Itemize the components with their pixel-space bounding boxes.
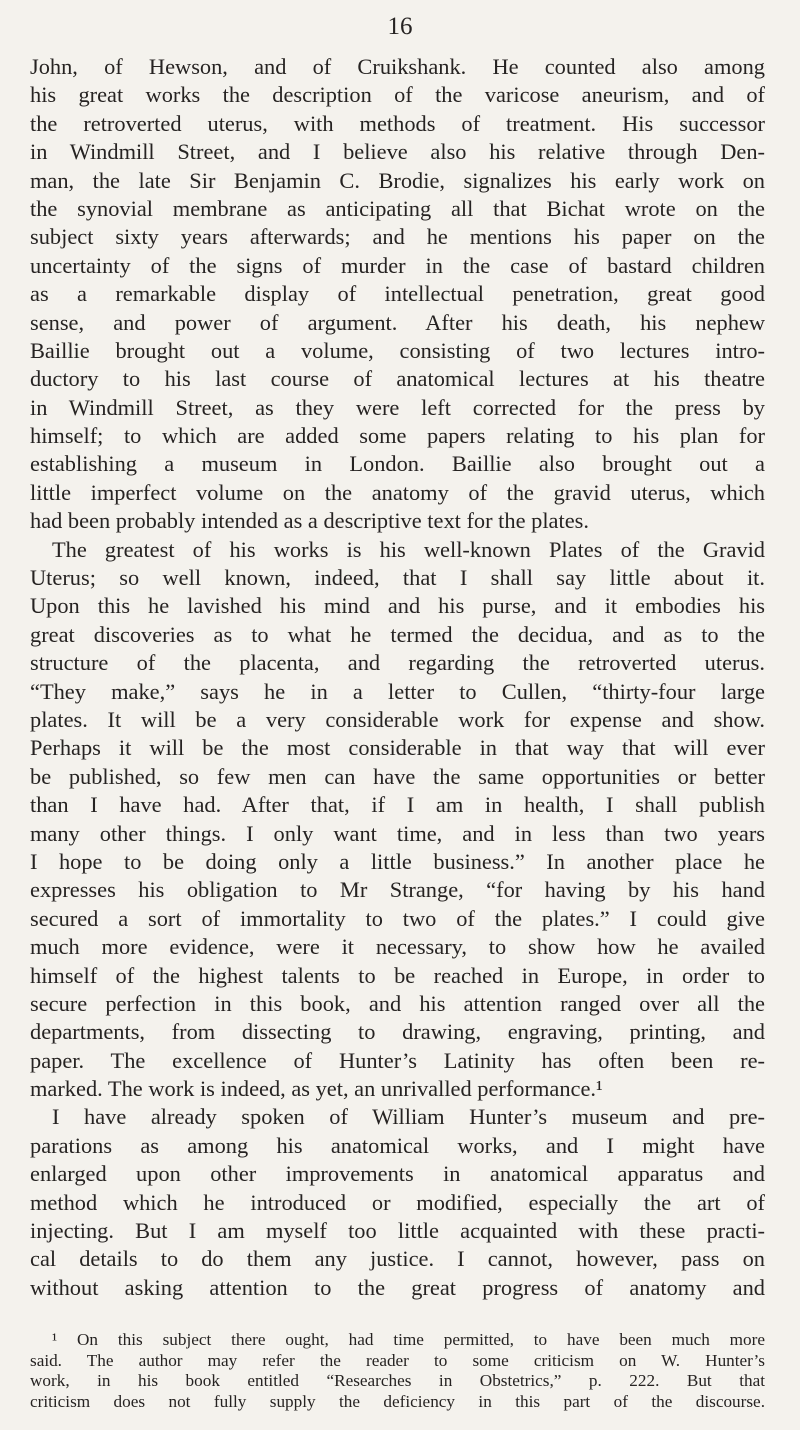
text-line: I have already spoken of William Hunter’s museum and pre- — [52, 1104, 765, 1130]
text-line: little imperfect volume on the anatomy of the gravid uterus, which — [30, 479, 765, 505]
text-line: much more evidence, were it necessary, to show how he availed — [30, 934, 765, 960]
text-line: secure perfection in this book, and his attention ranged over all the — [30, 990, 765, 1016]
text-line: the retroverted uterus, with methods of treatment. His successor — [30, 110, 765, 136]
text-line: enlarged upon other improvements in anatomical apparatus and — [30, 1161, 765, 1187]
text-line: uncertainty of the signs of murder in the case of bastard children — [30, 252, 765, 278]
footnote-line: said. The author may refer the reader to some criticism on W. Hunter’s — [30, 1350, 765, 1370]
text-line: Perhaps it will be the most considerable in that way that will ever — [30, 735, 765, 761]
text-line: be published, so few men can have the same opportunities or better — [30, 763, 765, 789]
text-line: expresses his obligation to Mr Strange, “for having by his hand — [30, 877, 765, 903]
footnote — [30, 1330, 765, 1412]
text-line: many other things. I only want time, and in less than two years — [30, 820, 765, 846]
text-line: his great works the description of the varicose aneurism, and of — [30, 82, 765, 108]
page-number: 16 — [387, 13, 413, 40]
text-line: himself; to which are added some papers relating to his plan for — [30, 423, 765, 449]
text-line: Upon this he lavished his mind and his purse, and it embodies his — [30, 593, 765, 619]
footnote-line: criticism does not fully supply the deficiency in this part of the discourse. — [30, 1391, 765, 1411]
text-line: man, the late Sir Benjamin C. Brodie, signalizes his early work on — [30, 167, 765, 193]
text-line: injecting. But I am myself too little acquainted with these practi- — [30, 1218, 765, 1244]
text-line: cal details to do them any justice. I cannot, however, pass on — [30, 1246, 765, 1272]
text-line: paper. The excellence of Hunter’s Latinity has often been re- — [30, 1047, 765, 1073]
text-line: than I have had. After that, if I am in health, I shall publish — [30, 792, 765, 818]
text-line: as a remarkable display of intellectual penetration, great good — [30, 281, 765, 307]
text-line: secured a sort of immortality to two of the plates.” I could give — [30, 905, 765, 931]
text-line: method which he introduced or modified, especially the art of — [30, 1189, 765, 1215]
text-line: without asking attention to the great progress of anatomy and — [30, 1274, 765, 1300]
text-line: in Windmill Street, as they were left corrected for the press by — [30, 394, 765, 420]
text-line: I hope to be doing only a little business.” In another place he — [30, 848, 765, 874]
text-line: had been probably intended as a descriptive text for the plates. — [30, 508, 589, 534]
footnote-line: ¹ On this subject there ought, had time permitted, to have been much more — [52, 1330, 765, 1349]
text-line: establishing a museum in London. Baillie also brought out a — [30, 451, 765, 477]
text-line: plates. It will be a very considerable work for expense and show. — [30, 706, 765, 732]
text-line: “They make,” says he in a letter to Cullen, “thirty-four large — [30, 678, 765, 704]
text-line: subject sixty years afterwards; and he mentions his paper on the — [30, 224, 765, 250]
text-line: departments, from dissecting to drawing, engraving, printing, and — [30, 1019, 765, 1045]
text-line: parations as among his anatomical works, and I might have — [30, 1132, 765, 1158]
text-line: Baillie brought out a volume, consisting of two lectures intro- — [30, 337, 765, 363]
text-line: structure of the placenta, and regarding the retroverted uterus. — [30, 650, 765, 676]
text-line: Uterus; so well known, indeed, that I shall say little about it. — [30, 565, 765, 591]
text-line: The greatest of his works is his well-known Plates of the Gravid — [52, 536, 765, 562]
text-line: great discoveries as to what he termed the decidua, and as to the — [30, 621, 765, 647]
text-line: ductory to his last course of anatomical lectures at his theatre — [30, 366, 765, 392]
footnote-line: work, in his book entitled “Researches in Obstetrics,” p. 222. But that — [30, 1371, 765, 1391]
text-line: marked. The work is indeed, as yet, an unrivalled performance.¹ — [30, 1076, 603, 1102]
text-line: John, of Hewson, and of Cruikshank. He counted also among — [30, 54, 765, 79]
text-line: sense, and power of argument. After his death, his nephew — [30, 309, 765, 335]
text-line: the synovial membrane as anticipating all that Bichat wrote on the — [30, 195, 765, 221]
body-text — [30, 53, 765, 1302]
text-line: in Windmill Street, and I believe also his relative through Den- — [30, 139, 765, 165]
text-line: himself of the highest talents to be reached in Europe, in order to — [30, 962, 765, 988]
